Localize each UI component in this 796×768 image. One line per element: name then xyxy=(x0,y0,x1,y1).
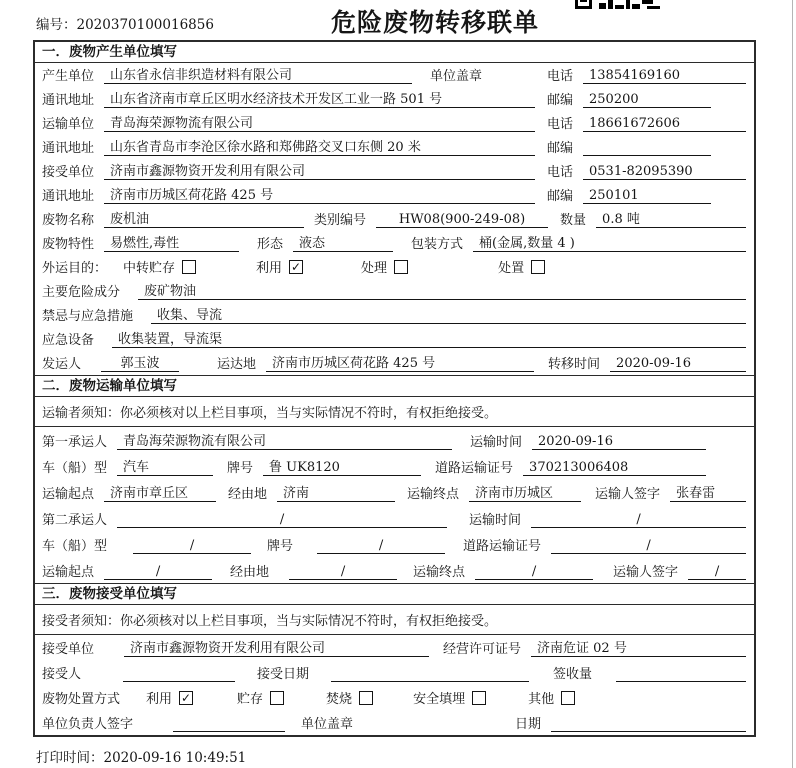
checkbox-landfill xyxy=(472,691,486,705)
transport-time-value: 2020-09-16 xyxy=(532,434,706,450)
carrier-label: 第二承运人 xyxy=(42,513,108,528)
phone-label: 电话 xyxy=(547,69,574,84)
transfer-time-value: 2020-09-16 xyxy=(610,356,746,372)
taboo-label: 禁忌与应急措施 xyxy=(42,309,134,324)
road-license-value: / xyxy=(551,538,746,554)
zip-label: 邮编 xyxy=(547,189,574,204)
option-label: 中转贮存 xyxy=(123,261,176,276)
transport-time-label: 运输时间 xyxy=(470,435,523,450)
print-time-label: 打印时间： xyxy=(36,750,104,766)
doc-number xyxy=(36,13,214,33)
taboo-value: 收集、导流 xyxy=(151,304,746,324)
road-license-label: 道路运输证号 xyxy=(463,539,542,554)
row-receive-unit xyxy=(35,635,754,660)
phone-value: 18661672606 xyxy=(583,116,746,132)
transport-unit-value: 青岛海荣源物流有限公司 xyxy=(104,112,535,132)
purpose-label: 外运目的： xyxy=(42,261,108,276)
zip-label: 邮编 xyxy=(547,93,574,108)
origin-value: / xyxy=(104,564,212,580)
receipt-qty-label: 签收量 xyxy=(553,667,593,682)
characteristic-label: 废物特性 xyxy=(42,237,95,252)
row-receiver-address xyxy=(35,183,754,207)
purpose-option-transfer-storage xyxy=(123,257,196,276)
section-transporter xyxy=(35,375,754,583)
checkbox-store xyxy=(270,691,284,705)
page-edge-line xyxy=(792,0,793,768)
carrier-label: 第一承运人 xyxy=(42,435,108,450)
produce-unit-value: 山东省永信非织造材料有限公司 xyxy=(104,64,412,84)
section-producer xyxy=(35,42,754,375)
address-label: 通讯地址 xyxy=(42,141,95,156)
row-produce-unit xyxy=(35,63,754,87)
disposal-option-incinerate xyxy=(326,688,373,707)
packing-label: 包装方式 xyxy=(411,237,464,252)
form-value: 液态 xyxy=(293,232,393,252)
origin-value: 济南市章丘区 xyxy=(104,482,216,502)
phone-value: 0531-82095390 xyxy=(583,164,746,180)
phone-value: 13854169160 xyxy=(583,68,746,84)
shipper-label: 发运人 xyxy=(42,357,82,372)
address-value: 山东省济南市章丘区明水经济技术开发区工业一路 501 号 xyxy=(104,88,535,108)
checkbox-dispose xyxy=(531,260,545,274)
row-first-carrier xyxy=(35,427,754,453)
waste-name-value: 废机油 xyxy=(104,208,304,228)
row-producer-address xyxy=(35,87,754,111)
quantity-value: 0.8 吨 xyxy=(596,208,746,228)
checkbox-treat xyxy=(394,260,408,274)
option-label: 安全填埋 xyxy=(413,692,466,707)
unit-seal-label: 单位盖章 xyxy=(301,717,354,732)
option-label: 利用 xyxy=(256,261,283,276)
address-value: 山东省青岛市李沧区徐水路和郑佛路交叉口东侧 20 米 xyxy=(104,136,535,156)
end-value: / xyxy=(475,564,593,580)
origin-label: 运输起点 xyxy=(42,565,95,580)
phone-label: 电话 xyxy=(547,165,574,180)
checkbox-other xyxy=(561,691,575,705)
transfer-time-label: 转移时间 xyxy=(548,357,601,372)
option-label: 处置 xyxy=(498,261,525,276)
hazard-label: 主要危险成分 xyxy=(42,285,121,300)
destination-label: 运达地 xyxy=(217,357,257,372)
qr-code-fragment-icon xyxy=(575,0,660,9)
row-taboo-measures xyxy=(35,303,754,327)
row-transport-unit xyxy=(35,111,754,135)
address-value: 济南市历城区荷花路 425 号 xyxy=(104,184,535,204)
receive-date-label: 接受日期 xyxy=(257,667,310,682)
receipt-qty-value xyxy=(616,666,746,682)
road-license-value: 370213006408 xyxy=(523,460,706,476)
produce-unit-label: 产生单位 xyxy=(42,69,95,84)
disposal-option-landfill xyxy=(413,688,486,707)
page-title: 危险废物转移联单 xyxy=(331,8,540,37)
receive-date-value xyxy=(331,666,529,682)
purpose-option-treat xyxy=(361,257,408,276)
road-license-label: 道路运输证号 xyxy=(435,461,514,476)
destination-value: 济南市历城区荷花路 425 号 xyxy=(266,352,534,372)
vehicle-type-value: 汽车 xyxy=(117,456,213,476)
quantity-label: 数量 xyxy=(560,213,587,228)
transport-time-label: 运输时间 xyxy=(469,513,522,528)
doc-number-label: 编号： xyxy=(36,17,77,33)
transporter-notice: 运输者须知：你必须核对以上栏目事项，当与实际情况不符时，有权拒绝接受。 xyxy=(35,397,754,427)
responsible-sign-label: 单位负责人签字 xyxy=(42,717,134,732)
waste-name-label: 废物名称 xyxy=(42,213,95,228)
receiver-label: 接受人 xyxy=(42,667,82,682)
receiver-notice: 接受者须知：你必须核对以上栏目事项，当与实际情况不符时，有权拒绝接受。 xyxy=(35,605,754,635)
checkbox-incinerate xyxy=(359,691,373,705)
row-purpose xyxy=(35,255,754,279)
carrier-value: 青岛海荣源物流有限公司 xyxy=(117,430,452,450)
address-label: 通讯地址 xyxy=(42,93,95,108)
row-receiver-person xyxy=(35,660,754,685)
checkbox-utilize: ✓ xyxy=(181,690,192,705)
equipment-value: 收集装置，导流渠 xyxy=(112,328,746,348)
receive-unit-value: 济南市鑫源物资开发利用有限公司 xyxy=(104,160,535,180)
option-label: 处理 xyxy=(361,261,388,276)
receive-unit-label: 接受单位 xyxy=(42,642,95,657)
row-emergency-equipment xyxy=(35,327,754,351)
row-second-route xyxy=(35,557,754,583)
vehicle-type-label: 车（船）型 xyxy=(42,461,108,476)
section-transporter-title: 二．废物运输单位填写 xyxy=(35,376,754,397)
checkbox-transfer-storage xyxy=(182,260,196,274)
disposal-option-utilize xyxy=(146,688,193,707)
transport-unit-label: 运输单位 xyxy=(42,117,95,132)
row-second-carrier xyxy=(35,505,754,531)
form-table xyxy=(33,40,756,737)
plate-value: / xyxy=(317,538,445,554)
end-label: 运输终点 xyxy=(413,565,466,580)
shipper-value: 郭玉波 xyxy=(101,352,179,372)
option-label: 贮存 xyxy=(237,692,264,707)
print-time xyxy=(36,746,246,766)
row-first-route xyxy=(35,479,754,505)
date-value xyxy=(551,716,746,732)
receive-unit-value: 济南市鑫源物资开发利用有限公司 xyxy=(124,637,429,657)
row-first-vehicle xyxy=(35,453,754,479)
zip-label: 邮编 xyxy=(547,141,574,156)
disposal-option-other xyxy=(528,688,575,707)
responsible-sign-value xyxy=(173,716,285,732)
row-second-vehicle xyxy=(35,531,754,557)
via-value: 济南 xyxy=(277,482,395,502)
plate-label: 牌号 xyxy=(227,461,254,476)
hazard-value: 废矿物油 xyxy=(138,280,746,300)
permit-label: 经营许可证号 xyxy=(443,642,522,657)
option-label: 其他 xyxy=(528,692,555,707)
document-header xyxy=(0,0,796,38)
via-label: 经由地 xyxy=(230,565,270,580)
section-receiver xyxy=(35,583,754,735)
characteristic-value: 易燃性,毒性 xyxy=(104,232,239,252)
via-label: 经由地 xyxy=(228,487,268,502)
row-waste-name xyxy=(35,207,754,231)
carrier-sign-value: / xyxy=(688,564,746,580)
print-time-value: 2020-09-16 10:49:51 xyxy=(103,750,247,766)
carrier-value: / xyxy=(117,512,447,528)
end-value: 济南市历城区 xyxy=(469,482,581,502)
address-label: 通讯地址 xyxy=(42,189,95,204)
category-value: HW08(900-249-08) xyxy=(376,212,548,228)
checkbox-utilize: ✓ xyxy=(291,259,302,274)
purpose-option-utilize xyxy=(256,257,303,276)
plate-value: 鲁 UK8120 xyxy=(263,456,421,476)
zip-value: 250200 xyxy=(583,92,711,108)
category-label: 类别编号 xyxy=(314,213,367,228)
purpose-option-dispose xyxy=(498,257,545,276)
plate-label: 牌号 xyxy=(267,539,294,554)
transport-time-value: / xyxy=(531,512,746,528)
packing-value: 桶(金属,数量 4 ) xyxy=(473,232,746,252)
row-waste-characteristic xyxy=(35,231,754,255)
receive-unit-label: 接受单位 xyxy=(42,165,95,180)
zip-value xyxy=(583,140,711,156)
via-value: / xyxy=(289,564,397,580)
vehicle-type-value: / xyxy=(133,538,251,554)
section-receiver-title: 三．废物接受单位填写 xyxy=(35,584,754,605)
disposal-label: 废物处置方式 xyxy=(42,692,121,707)
disposal-option-store xyxy=(237,688,284,707)
section-producer-title: 一．废物产生单位填写 xyxy=(35,42,754,63)
option-label: 焚烧 xyxy=(326,692,353,707)
zip-value: 250101 xyxy=(583,188,711,204)
row-hazard-components xyxy=(35,279,754,303)
end-label: 运输终点 xyxy=(407,487,460,502)
unit-seal-label: 单位盖章 xyxy=(430,69,483,84)
equipment-label: 应急设备 xyxy=(42,333,95,348)
row-shipper xyxy=(35,351,754,375)
form-label: 形态 xyxy=(257,237,284,252)
permit-value: 济南危证 02 号 xyxy=(531,637,746,657)
phone-label: 电话 xyxy=(547,117,574,132)
carrier-sign-value: 张春雷 xyxy=(670,482,746,502)
row-disposal-method xyxy=(35,685,754,710)
receiver-value xyxy=(123,666,235,682)
carrier-sign-label: 运输人签字 xyxy=(595,487,661,502)
option-label: 利用 xyxy=(146,692,173,707)
row-transporter-address xyxy=(35,135,754,159)
row-responsible-signature xyxy=(35,710,754,735)
doc-number-value: 2020370100016856 xyxy=(76,17,214,33)
carrier-sign-label: 运输人签字 xyxy=(613,565,679,580)
date-label: 日期 xyxy=(515,717,542,732)
vehicle-type-label: 车（船）型 xyxy=(42,539,108,554)
origin-label: 运输起点 xyxy=(42,487,95,502)
row-receive-unit xyxy=(35,159,754,183)
